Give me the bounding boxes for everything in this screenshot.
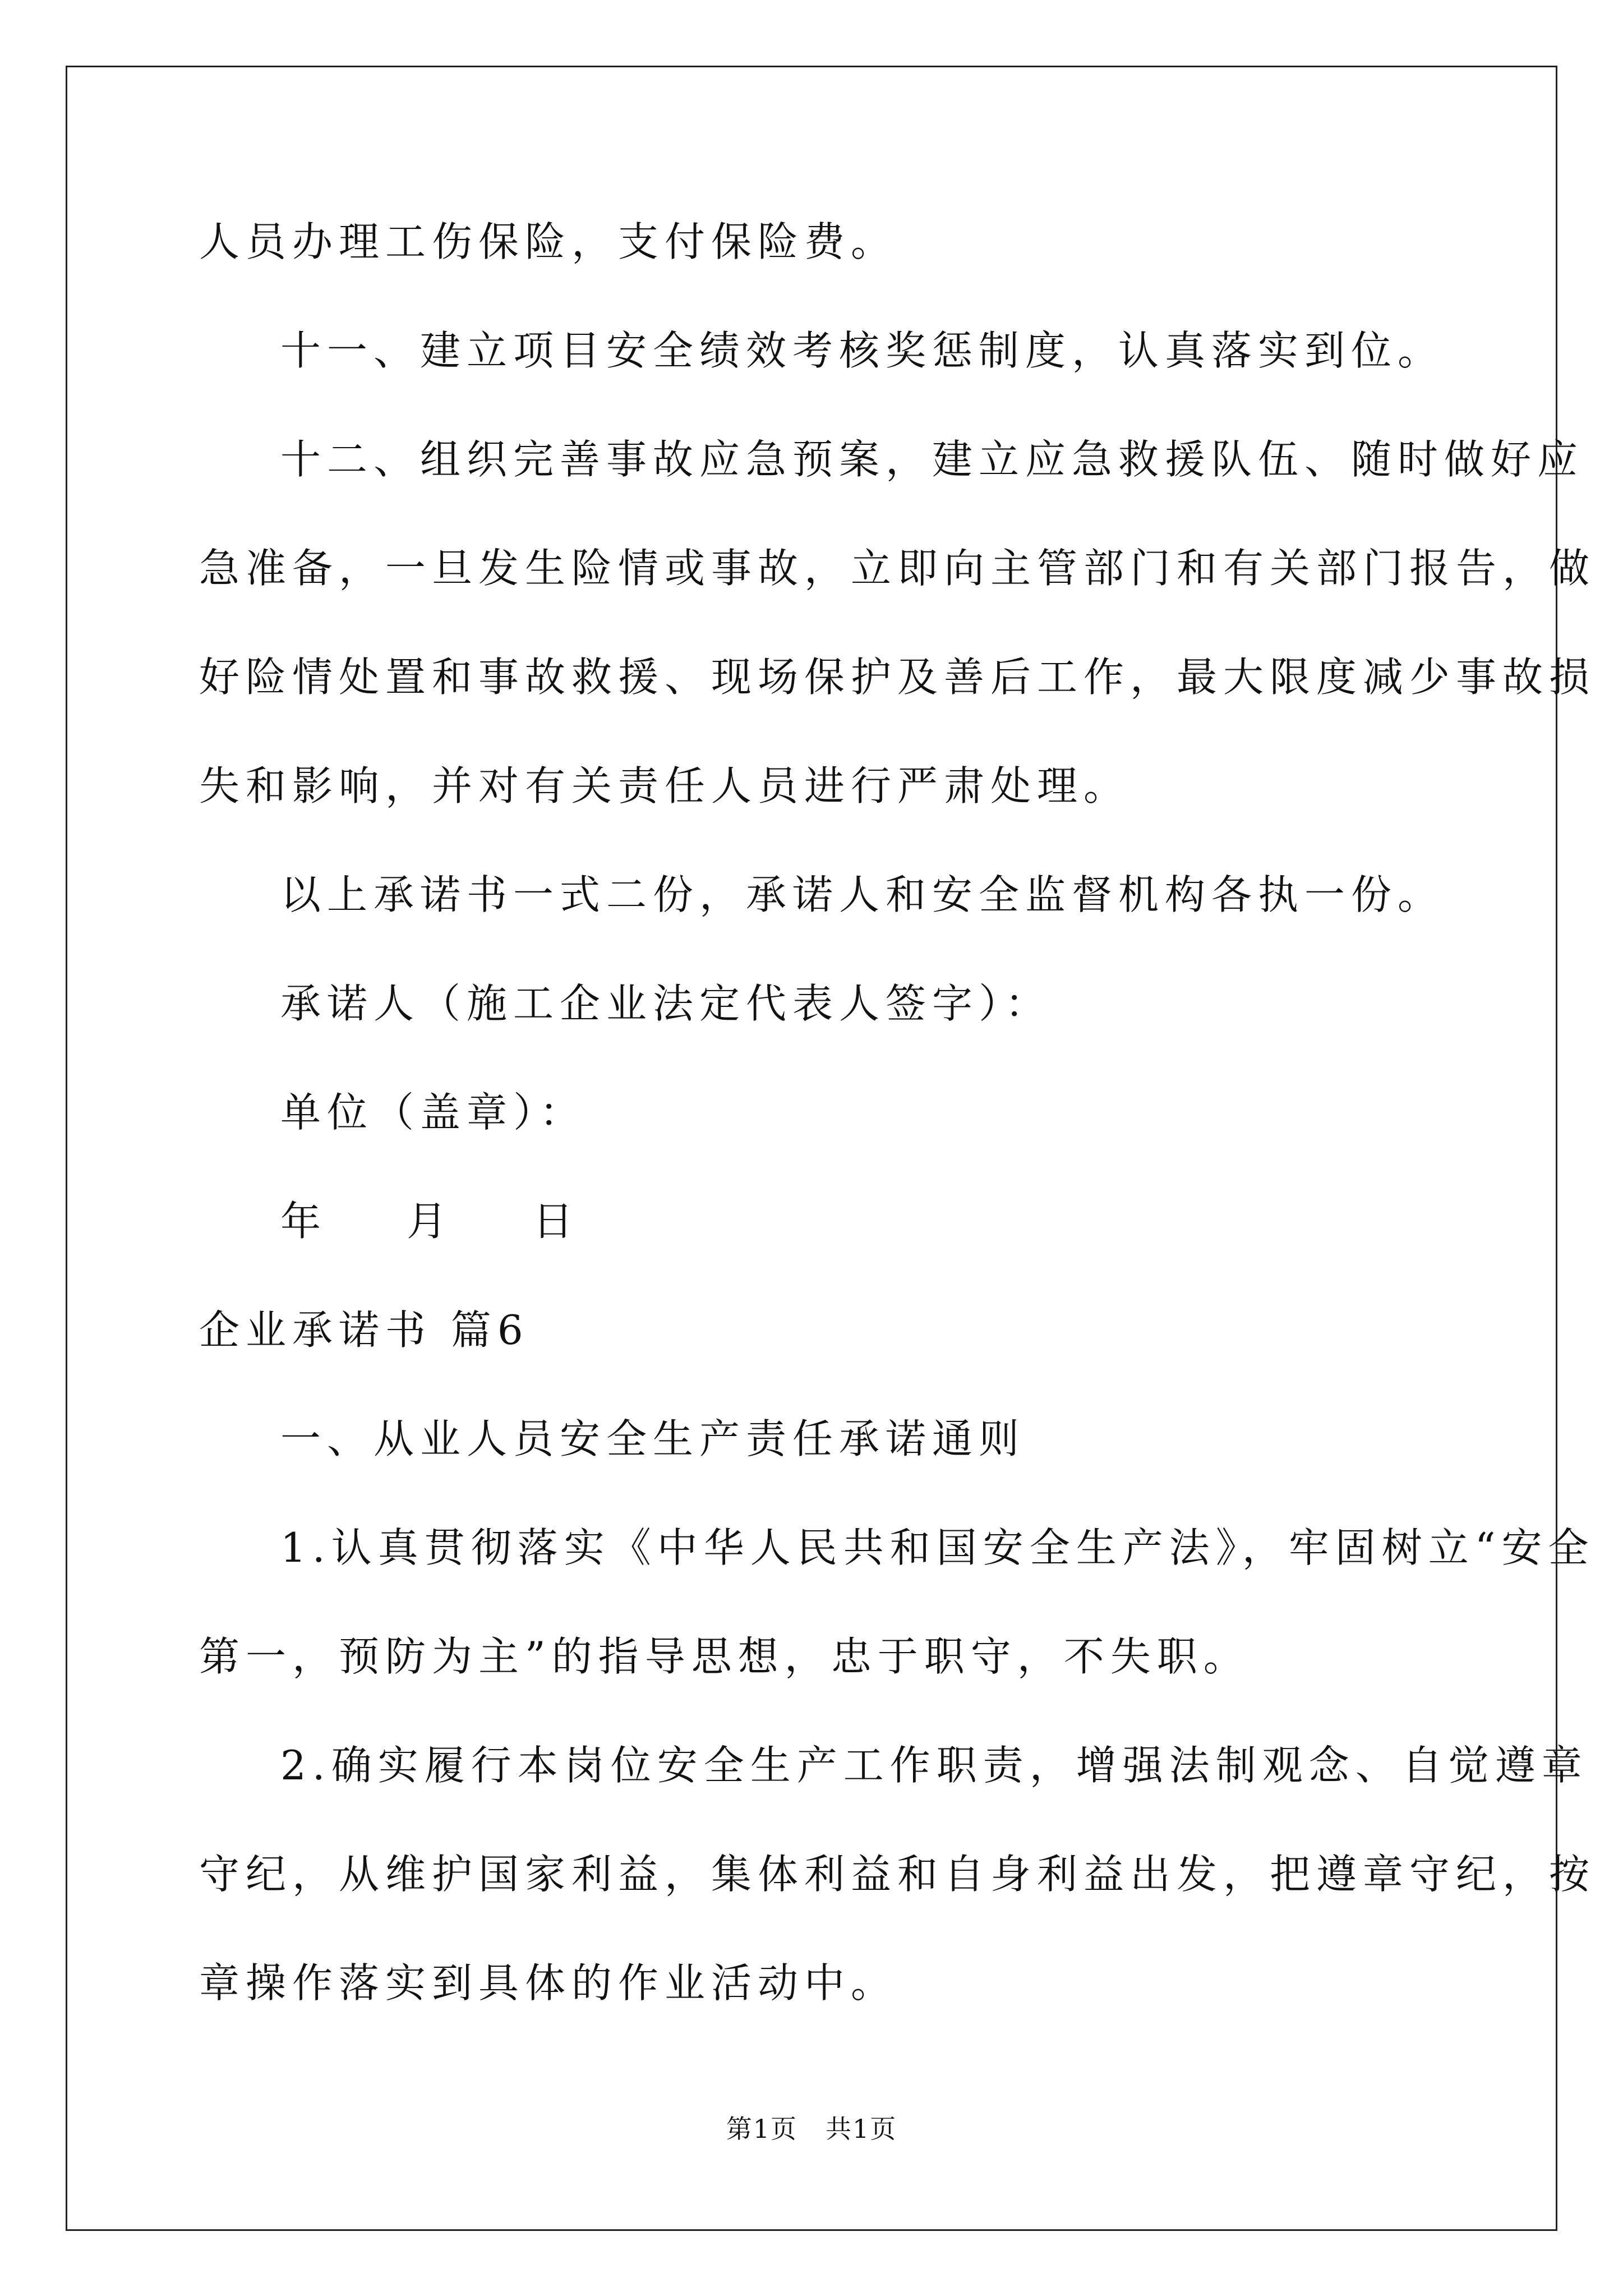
body-line: 章操作落实到具体的作业活动中。 <box>199 1959 898 2007</box>
clause-12: 十二、组织完善事故应急预案，建立应急救援队伍、随时做好应 <box>280 436 1584 483</box>
page-number: 第1页 <box>726 2114 797 2144</box>
date-line <box>280 1196 579 1246</box>
clause-11: 十一、建立项目安全绩效考核奖惩制度，认真落实到位。 <box>280 327 1445 374</box>
body-line: 人员办理工伤保险，支付保险费。 <box>199 218 898 265</box>
copies-note: 以上承诺书一式二份，承诺人和安全监督机构各执一份。 <box>280 871 1445 918</box>
body-line: 守纪，从维护国家利益，集体利益和自身利益出发，把遵章守纪，按 <box>199 1851 1596 1898</box>
body-line: 失和影响，并对有关责任人员进行严肃处理。 <box>199 762 1131 809</box>
page-total: 共1页 <box>826 2114 897 2144</box>
date-month-label: 月 <box>407 1198 454 1245</box>
date-day-label: 日 <box>533 1198 580 1245</box>
date-year-label: 年 <box>280 1198 328 1245</box>
body-line: 第一，预防为主”的指导思想，忠于职守，不失职。 <box>199 1633 1250 1680</box>
rule-1: 1.认真贯彻落实《中华人民共和国安全生产法》，牢固树立“安全 <box>280 1524 1595 1571</box>
page-border <box>66 66 1557 2231</box>
signer-label: 承诺人（施工企业法定代表人签字）： <box>280 980 1052 1027</box>
general-rules-heading: 一、从业人员安全生产责任承诺通则 <box>280 1415 1026 1462</box>
body-line: 急准备，一旦发生险情或事故，立即向主管部门和有关部门报告，做 <box>199 545 1596 592</box>
section-heading: 企业承诺书 篇6 <box>199 1306 529 1354</box>
page-footer <box>0 2112 1623 2146</box>
unit-seal-label: 单位（盖章）： <box>280 1089 587 1136</box>
body-line: 好险情处置和事故救援、现场保护及善后工作，最大限度减少事故损 <box>199 654 1596 701</box>
rule-2: 2.确实履行本岗位安全生产工作职责，增强法制观念、自觉遵章 <box>280 1742 1588 1789</box>
